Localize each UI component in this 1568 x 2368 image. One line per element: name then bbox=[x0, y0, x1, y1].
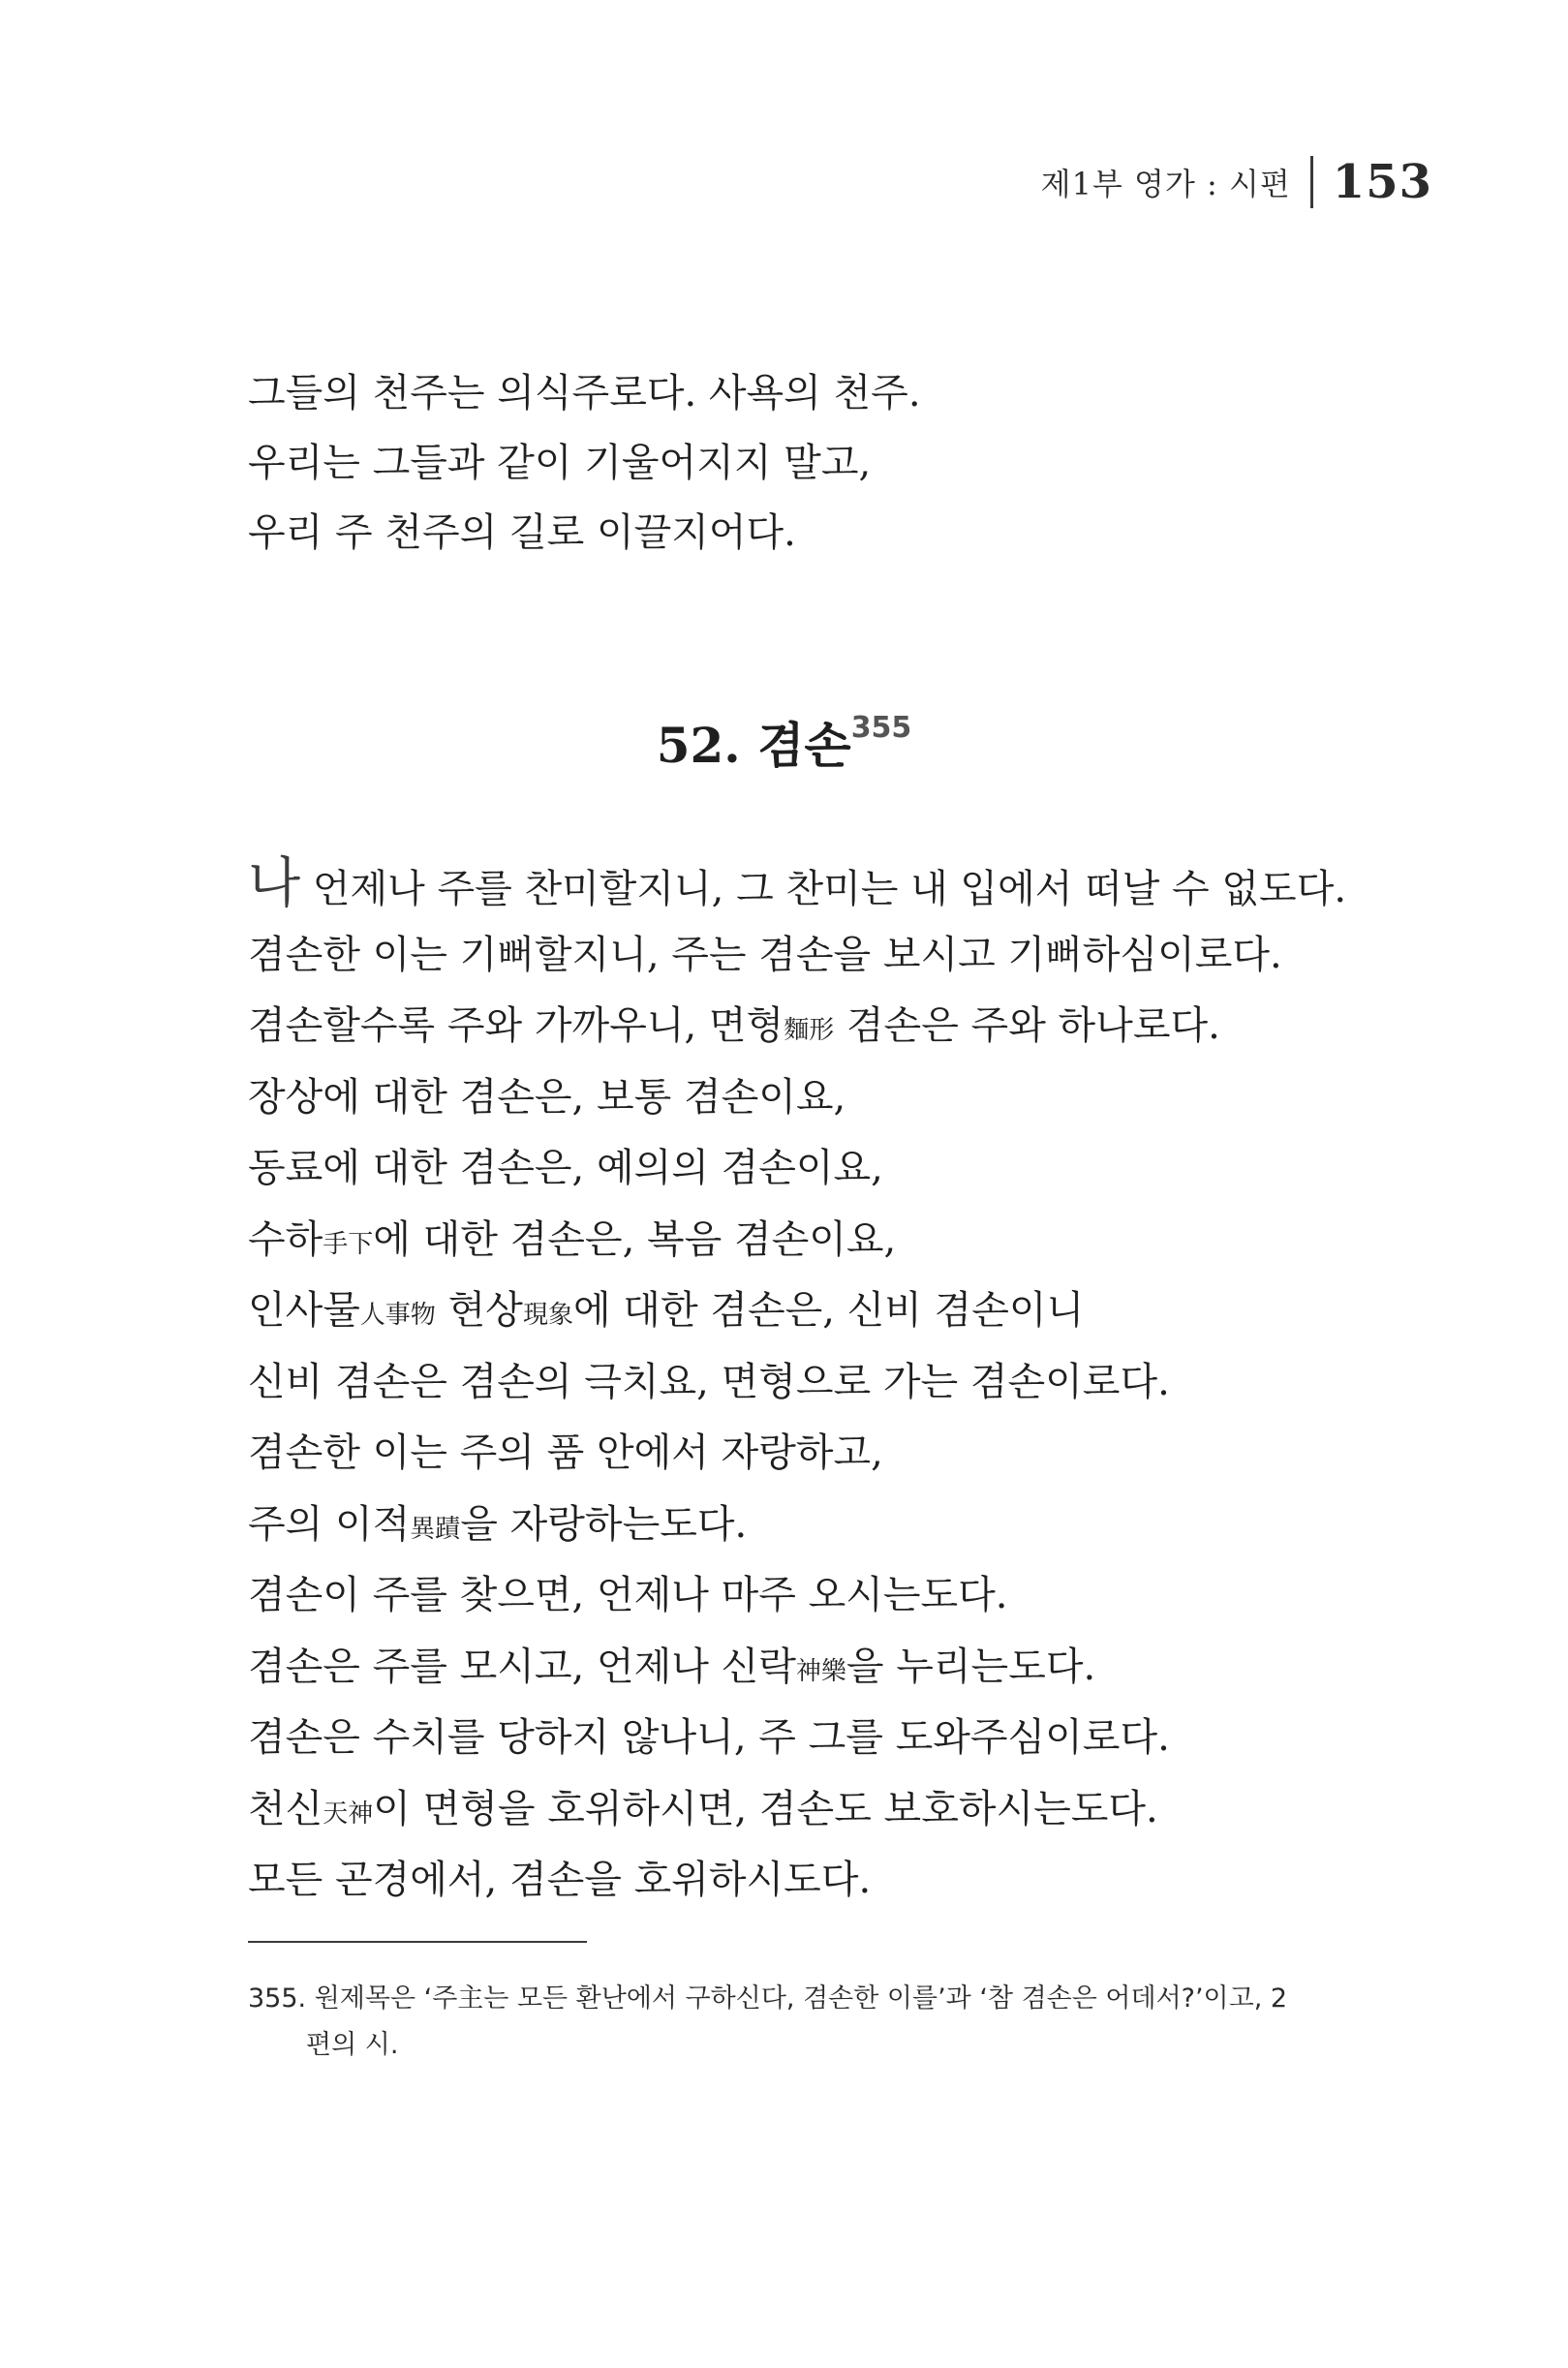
hanja-gloss: 手下 bbox=[323, 1229, 374, 1259]
footnote-line: 355. 원제목은 ‘주主는 모든 환난에서 구하신다, 겸손한 이를’과 ‘참 겸손은 어데서?’이고, 2 bbox=[248, 1984, 1288, 2014]
hanja-gloss: 麵形 bbox=[784, 1016, 835, 1045]
verse-text: 을 누리는도다. bbox=[845, 1644, 1096, 1689]
header-section-title: 제1부 영가 : 시편 bbox=[1040, 166, 1291, 202]
verse-line: 신비 겸손은 겸손의 극치요, 면형으로 가는 겸손이로다. bbox=[248, 1359, 1170, 1404]
verse-text: 겸손할수록 주와 가까우니, 면형 bbox=[248, 1003, 784, 1048]
verse-text: 에 대한 겸손은, 복음 겸손이요, bbox=[373, 1216, 897, 1262]
hanja-gloss: 天神 bbox=[323, 1799, 374, 1829]
footnote-line: 편의 시. bbox=[306, 2030, 399, 2060]
poem-title-text: 52. 겸손 bbox=[656, 717, 851, 774]
running-header bbox=[1041, 153, 1432, 211]
verse-line: 겸손은 수치를 당하지 않나니, 주 그를 도와주심이로다. bbox=[248, 1715, 1170, 1760]
verse-line: 겸손한 이는 주의 품 안에서 자랑하고, bbox=[248, 1430, 883, 1475]
verse-text: 현상 bbox=[435, 1288, 523, 1333]
verse-line bbox=[248, 1490, 1430, 1561]
verse-text: 을 자랑하는도다. bbox=[460, 1501, 748, 1547]
hanja-gloss: 人事物 bbox=[359, 1301, 436, 1330]
verse-text: 수하 bbox=[248, 1216, 323, 1262]
page-number: 153 bbox=[1332, 155, 1432, 209]
verse-text: 천신 bbox=[248, 1786, 323, 1831]
verse-line bbox=[248, 848, 1430, 920]
hanja-gloss: 神樂 bbox=[795, 1656, 846, 1686]
hanja-gloss: 現象 bbox=[522, 1301, 573, 1330]
footnote bbox=[248, 1976, 1333, 2069]
verse-text: 언제나 주를 찬미할지니, 그 찬미는 내 입에서 떠날 수 없도다. bbox=[300, 867, 1347, 911]
verse-line bbox=[248, 1774, 1430, 1846]
verse-line bbox=[248, 1205, 1430, 1276]
hanja-gloss: 異蹟 bbox=[410, 1514, 461, 1544]
verse-text: 인사물 bbox=[248, 1288, 360, 1333]
footnote-divider bbox=[248, 1941, 587, 1943]
verse-text: 이 면형을 호위하시면, 겸손도 보호하시는도다. bbox=[373, 1786, 1158, 1831]
verse-line: 겸손한 이는 기뻐할지니, 주는 겸손을 보시고 기뻐하심이로다. bbox=[248, 932, 1282, 977]
footnote-reference: 355 bbox=[850, 711, 912, 746]
verse-line: 그들의 천주는 의식주로다. 사욕의 천주. bbox=[248, 371, 921, 415]
verse-text: 주의 이적 bbox=[248, 1501, 411, 1547]
verse-text: 겸손은 주를 모시고, 언제나 신락 bbox=[248, 1644, 796, 1689]
verse-text: 에 대한 겸손은, 신비 겸손이니 bbox=[572, 1288, 1085, 1333]
verse-line: 우리는 그들과 같이 기울어지지 말고, bbox=[248, 441, 872, 485]
poem-body bbox=[248, 848, 1430, 1917]
verse-text: 겸손은 주와 하나로다. bbox=[834, 1003, 1220, 1048]
verse-line: 우리 주 천주의 길로 이끌지어다. bbox=[248, 510, 796, 555]
poem-title bbox=[0, 707, 1568, 777]
verse-line: 동료에 대한 겸손은, 예의의 겸손이요, bbox=[248, 1146, 883, 1190]
verse-line: 겸손이 주를 찾으면, 언제나 마주 오시는도다. bbox=[248, 1573, 1008, 1617]
verse-line: 모든 곤경에서, 겸손을 호위하시도다. bbox=[248, 1858, 872, 1902]
previous-poem-ending bbox=[248, 358, 1430, 568]
verse-line bbox=[248, 1632, 1430, 1704]
header-divider bbox=[1310, 156, 1313, 208]
drop-cap: 나 bbox=[248, 852, 301, 915]
verse-line: 장상에 대한 겸손은, 보통 겸손이요, bbox=[248, 1074, 846, 1120]
verse-line bbox=[248, 991, 1430, 1062]
verse-line bbox=[248, 1276, 1430, 1347]
